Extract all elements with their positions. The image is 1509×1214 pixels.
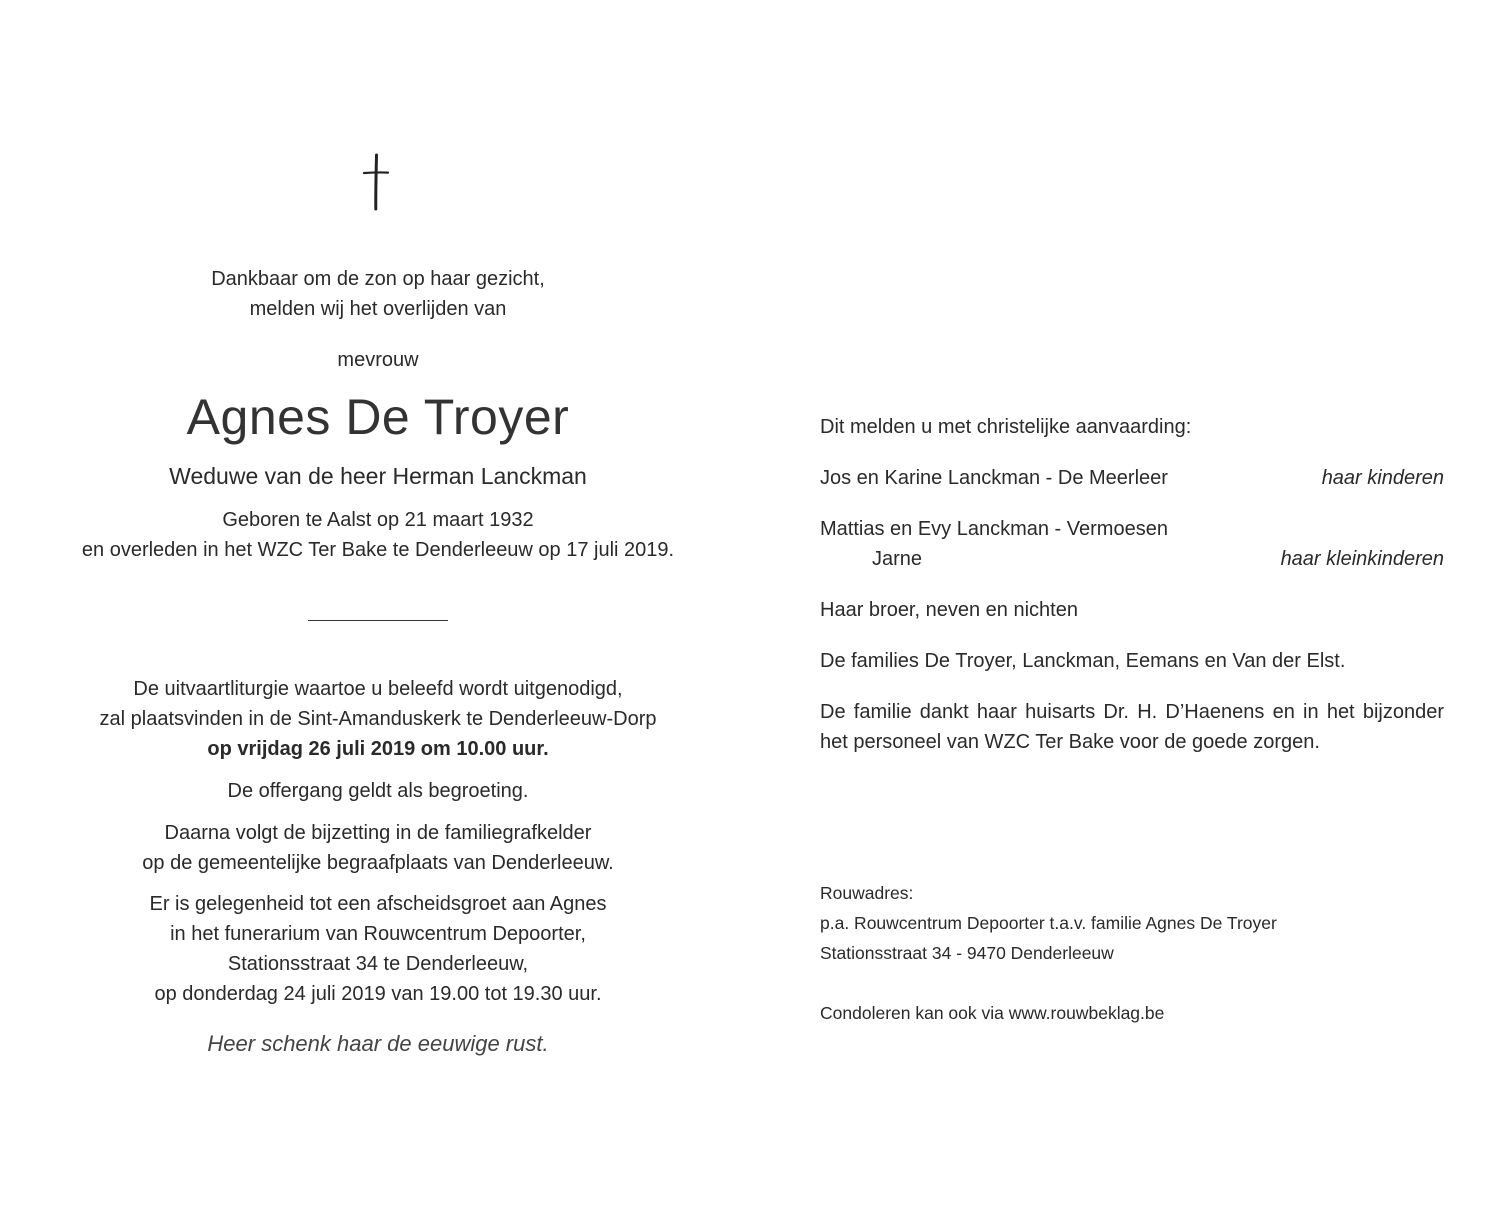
offering-line: De offergang geldt als begroeting. — [227, 780, 529, 802]
children-names: Jos en Karine Lanckman - De Meerleer — [820, 467, 1168, 489]
liturgy-line-1: De uitvaartliturgie waartoe u beleefd wordt uitgenodigd, — [133, 678, 623, 700]
liturgy-date: op vrijdag 26 juli 2019 om 10.00 uur. — [207, 738, 549, 760]
farewell-line-2: in het funerarium van Rouwcentrum Depoorter, — [170, 923, 586, 945]
liturgy-line-2: zal plaatsvinden in de Sint-Amanduskerk te Denderleeuw-Dorp — [99, 708, 657, 730]
farewell-line-1: Er is gelegenheid tot een afscheidsgroet aan Agnes — [149, 893, 607, 915]
closing-prayer: Heer schenk haar de eeuwige rust. — [207, 1031, 549, 1056]
announce-line: Dit melden u met christelijke aanvaarding: — [820, 416, 1192, 438]
birth-line: Geboren te Aalst op 21 maart 1932 — [222, 509, 534, 531]
condolence-line: Condoleren kan ook via www.rouwbeklag.be — [820, 1003, 1165, 1023]
farewell-line-3: Stationsstraat 34 te Denderleeuw, — [227, 953, 529, 975]
grandchildren-relation: haar kleinkinderen — [1280, 548, 1444, 570]
grandchildren-names: Mattias en Evy Lanckman - Vermoesen — [820, 518, 1168, 540]
grandchildren-row — [820, 544, 1444, 574]
widow-line: Weduwe van de heer Herman Lanckman — [169, 463, 587, 489]
honorific: mevrouw — [337, 349, 419, 371]
cross-icon — [358, 153, 394, 211]
farewell-line-4: op donderdag 24 juli 2019 van 19.00 tot 19.30 uur. — [154, 983, 602, 1005]
intro-line-1: Dankbaar om de zon op haar gezicht, — [211, 268, 545, 290]
burial-line-1: Daarna volgt de bijzetting in de familiegrafkelder — [164, 822, 592, 844]
siblings-line: Haar broer, neven en nichten — [820, 599, 1078, 621]
deceased-name: Agnes De Troyer — [186, 389, 570, 445]
children-row — [820, 463, 1444, 493]
address-label: Rouwadres: — [820, 883, 914, 903]
grandchild-name: Jarne — [872, 548, 923, 570]
address-line-1: p.a. Rouwcentrum Depoorter t.a.v. familie Agnes De Troyer — [820, 913, 1277, 933]
families-line: De families De Troyer, Lanckman, Eemans en Van der Elst. — [820, 650, 1346, 672]
children-relation: haar kinderen — [1321, 467, 1444, 489]
thanks-paragraph: De familie dankt haar huisarts Dr. H. D’Haenens en in het bijzonder het personeel van WZC Ter Bake voor de goede zorgen. — [820, 701, 1444, 753]
section-divider — [308, 620, 448, 621]
address-line-2: Stationsstraat 34 - 9470 Denderleeuw — [820, 943, 1114, 963]
burial-line-2: op de gemeentelijke begraafplaats van Denderleeuw. — [142, 852, 614, 874]
intro-line-2: melden wij het overlijden van — [249, 298, 507, 320]
death-line: en overleden in het WZC Ter Bake te Denderleeuw op 17 juli 2019. — [81, 539, 675, 561]
